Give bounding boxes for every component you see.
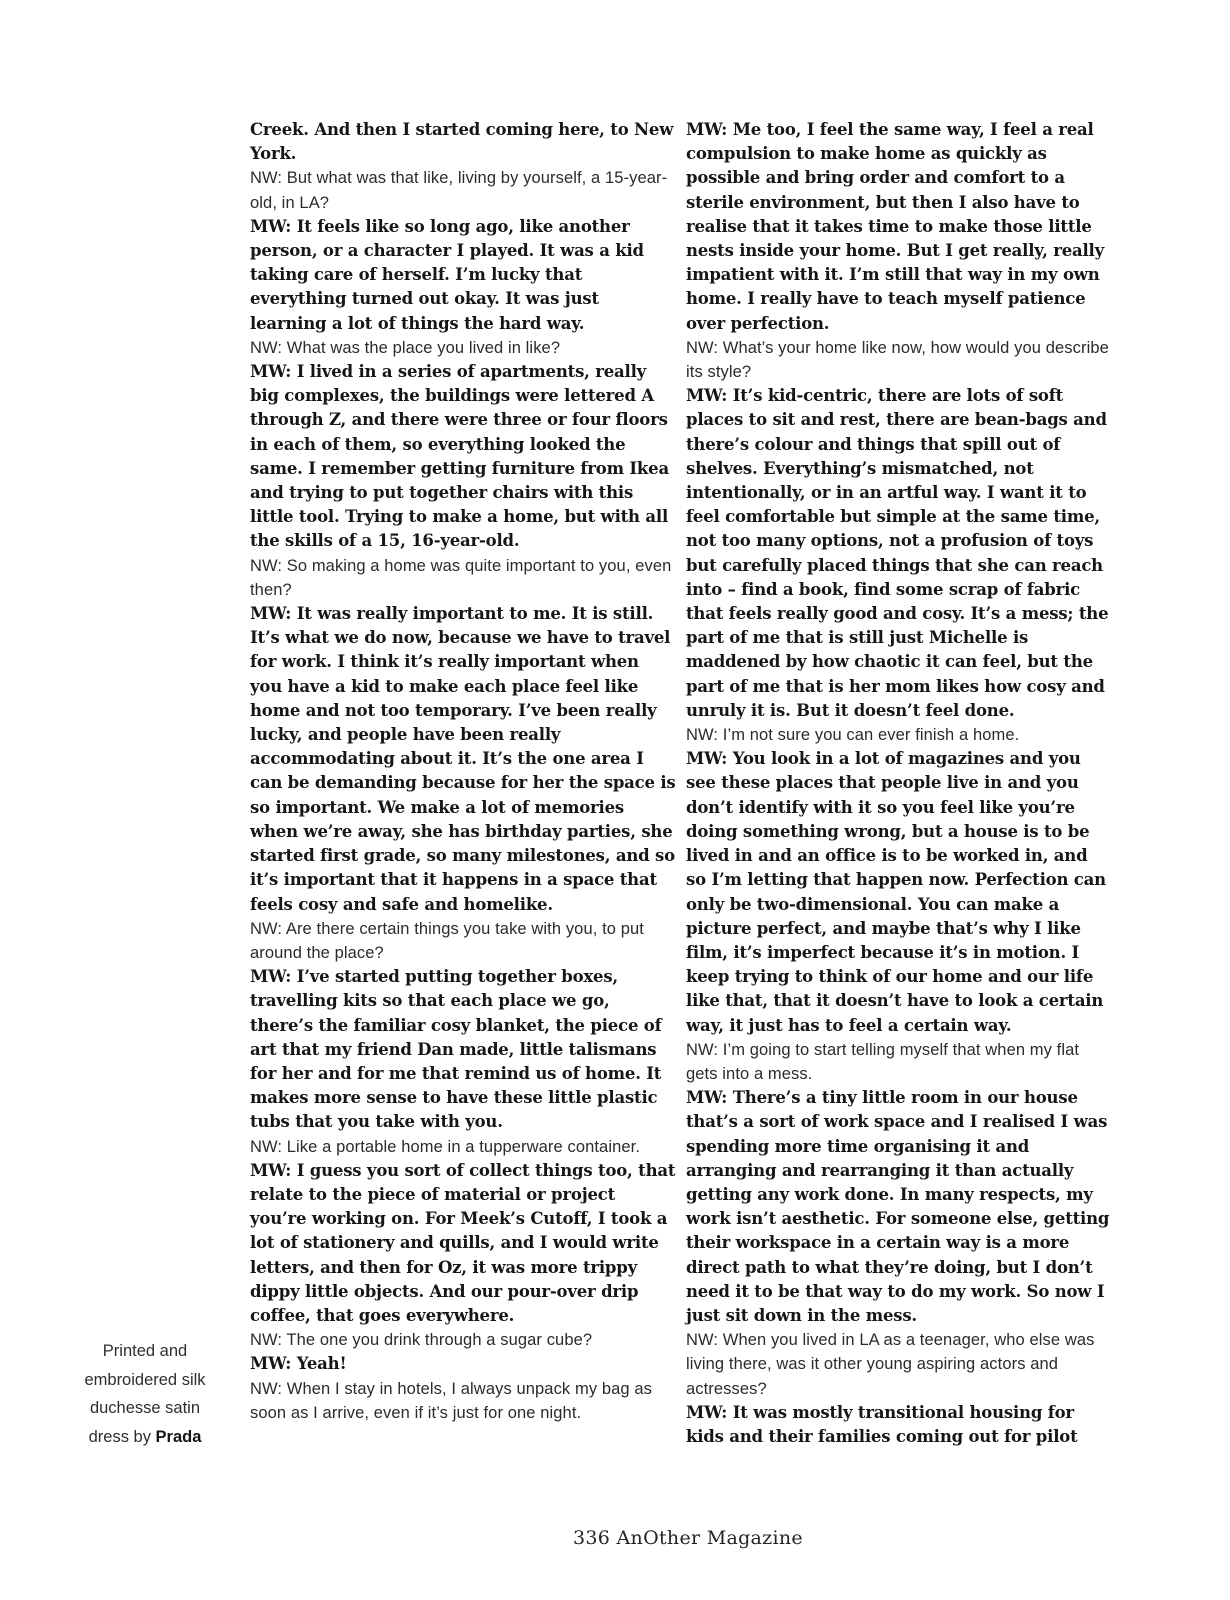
speaker-label: MW: [250, 1354, 297, 1374]
speaker-label: MW: [686, 1088, 733, 1108]
speaker-label: NW: [686, 1040, 723, 1059]
nw-speech-turn: NW: What was the place you lived in like? [250, 338, 561, 357]
mw-speech-turn: MW: It was really important to me. It is still. It’s what we do now, because we have to travel for work. I think it’s really important when you have a kid to make each place feel like home and not too temporary. I’ve been really lucky, and people have been really accommodating about it. It’s the one area I can be demanding because for her the space is so important. We make a lot of memories when we’re away, she has birthday parties, she started first grade, so many milestones, and so it’s important that it happens in a space that feels cosy and safe and homelike. [250, 604, 676, 914]
mw-speech-turn: MW: It was mostly transitional housing for kids and their families coming out for pilot [686, 1402, 1078, 1446]
speaker-label: MW: [250, 362, 297, 382]
speaker-label: MW: [686, 749, 733, 769]
nw-speech-turn: NW: Are there certain things you take with you, to put around the place? [250, 919, 644, 962]
caption-line: embroidered silk [84, 1370, 206, 1389]
page-folio [250, 1527, 1126, 1549]
speaker-label: NW: [250, 1331, 287, 1350]
speaker-label: NW: [250, 1379, 287, 1398]
text-column-left [250, 118, 676, 1449]
speaker-label: MW: [250, 967, 297, 987]
page-number-and-magazine-name: 336 AnOther Magazine [573, 1527, 803, 1549]
mw-speech-turn: MW: It’s kid-centric, there are lots of soft places to sit and rest, there are bean-bags and there’s colour and things that spill out of shelves. Everything’s mismatched, not intentionally, or in an artful way. I want it to feel comfortable but simple at the same time, not too many options, not a profusion of toys but carefully placed things that she can reach into – find a book, find some scrap of fabric that feels really good and cosy. It’s a mess; the part of me that is still just Michelle is maddened by how chaotic it can feel, but the part of me that is her mom likes how cosy and unruly it is. But it doesn’t feel done. [686, 386, 1109, 720]
interview-text [250, 118, 1112, 1449]
nw-speech-turn: NW: Like a portable home in a tupperware container. [250, 1137, 641, 1156]
speaker-label: NW: [250, 556, 287, 575]
speaker-label: NW: [686, 338, 723, 357]
speaker-label: MW: [250, 1160, 297, 1180]
speaker-label: MW: [250, 216, 297, 236]
nw-speech-turn: NW: When I stay in hotels, I always unpack my bag as soon as I arrive, even if it’s just for one night. [250, 1379, 652, 1422]
nw-speech-turn: NW: So making a home was quite important to you, even then? [250, 556, 672, 599]
speaker-label: MW: [686, 1402, 733, 1422]
designer-name: Prada [155, 1427, 202, 1446]
mw-speech-turn: MW: I lived in a series of apartments, really big complexes, the buildings were lettered A through Z, and there were three or four floors in each of them, so everything looked the same. I remember getting furniture from Ikea and trying to put together chairs with this little tool. Trying to make a home, but with all the skills of a 15, 16-year-old. [250, 362, 669, 551]
speaker-label: NW: [250, 1137, 287, 1156]
speaker-label: NW: [250, 169, 287, 188]
speaker-label: MW: [250, 604, 297, 624]
mw-speech-turn: MW: There’s a tiny little room in our house that’s a sort of work space and I realised I was spending more time organising it and arranging and rearranging it than actually getting any work done. In many respects, my work isn’t aesthetic. For someone else, getting their workspace in a certain way is a more direct path to what they’re doing, but I don’t need it to be that way to do my work. So now I just sit down in the mess. [686, 1088, 1110, 1325]
speaker-label: MW: [686, 386, 733, 406]
caption-line: duchesse satin [89, 1399, 201, 1417]
nw-speech-turn: NW: But what was that like, living by yourself, a 15-year-old, in LA? [250, 169, 668, 212]
nw-speech-turn: NW: I’m not sure you can ever finish a home. [686, 726, 1020, 745]
fashion-credit-caption [52, 1337, 238, 1451]
mw-speech-turn: MW: I’ve started putting together boxes, travelling kits so that each place we go, there’s the familiar cosy blanket, the piece of art that my friend Dan made, little talismans for her and for me that remind us of home. It makes more sense to have these little plastic tubs that you take with you. [250, 967, 662, 1132]
speaker-label: NW: [250, 919, 286, 938]
speaker-label: NW: [250, 338, 287, 357]
mw-speech-turn: MW: Yeah! [250, 1354, 347, 1374]
nw-speech-turn: NW: What’s your home like now, how would you describe its style? [686, 338, 1109, 382]
nw-speech-turn: NW: I’m going to start telling myself that when my flat gets into a mess. [686, 1040, 1080, 1083]
caption-line [52, 1423, 238, 1452]
speaker-label: NW: [686, 1331, 723, 1350]
mw-speech-turn: MW: Me too, I feel the same way, I feel a real compulsion to make home as quickly as possible and bring order and comfort to a sterile environment, but then I also have to realise that it takes time to make those little nests inside your home. But I get really, really impatient with it. I’m still that way in my own home. I really have to teach myself patience over perfection. [686, 120, 1105, 333]
text-column-right [686, 118, 1112, 1449]
caption-last-line-prefix: dress by [88, 1427, 151, 1446]
speaker-label: NW: [686, 726, 723, 745]
nw-speech-turn: NW: When you lived in LA as a teenager, who else was living there, was it other young aspiring actors and actresses? [686, 1331, 1095, 1398]
mw-speech-turn: MW: I guess you sort of collect things too, that relate to the piece of material or project you’re working on. For Meek’s Cutoff, I took a lot of stationery and quills, and I would write letters, and then for Oz, it was more trippy dippy little objects. And our pour-over drip coffee, that goes everywhere. [250, 1160, 676, 1325]
nw-speech-turn: NW: The one you drink through a sugar cube? [250, 1331, 593, 1350]
mw-speech-turn: MW: You look in a lot of magazines and you see these places that people live in and you don’t identify with it so you feel like you’re doing something wrong, but a house is to be lived in and an office is to be worked in, and so I’m letting that happen now. Perfection can only be two-dimensional. You can make a picture perfect, and maybe that’s why I like film, it’s imperfect because it’s in motion. I keep trying to think of our home and our life like that, that it doesn’t have to look a certain way, it just has to feel a certain way. [686, 749, 1106, 1035]
speaker-label: MW: [686, 120, 733, 139]
caption-line: Printed and [102, 1342, 188, 1360]
mw-speech-turn: MW: It feels like so long ago, like another person, or a character I played. It was a kid taking care of herself. I’m lucky that everything turned out okay. It was just learning a lot of things the hard way. [250, 216, 644, 333]
mw-speech-turn: Creek. And then I started coming here, to New York. [250, 120, 674, 164]
